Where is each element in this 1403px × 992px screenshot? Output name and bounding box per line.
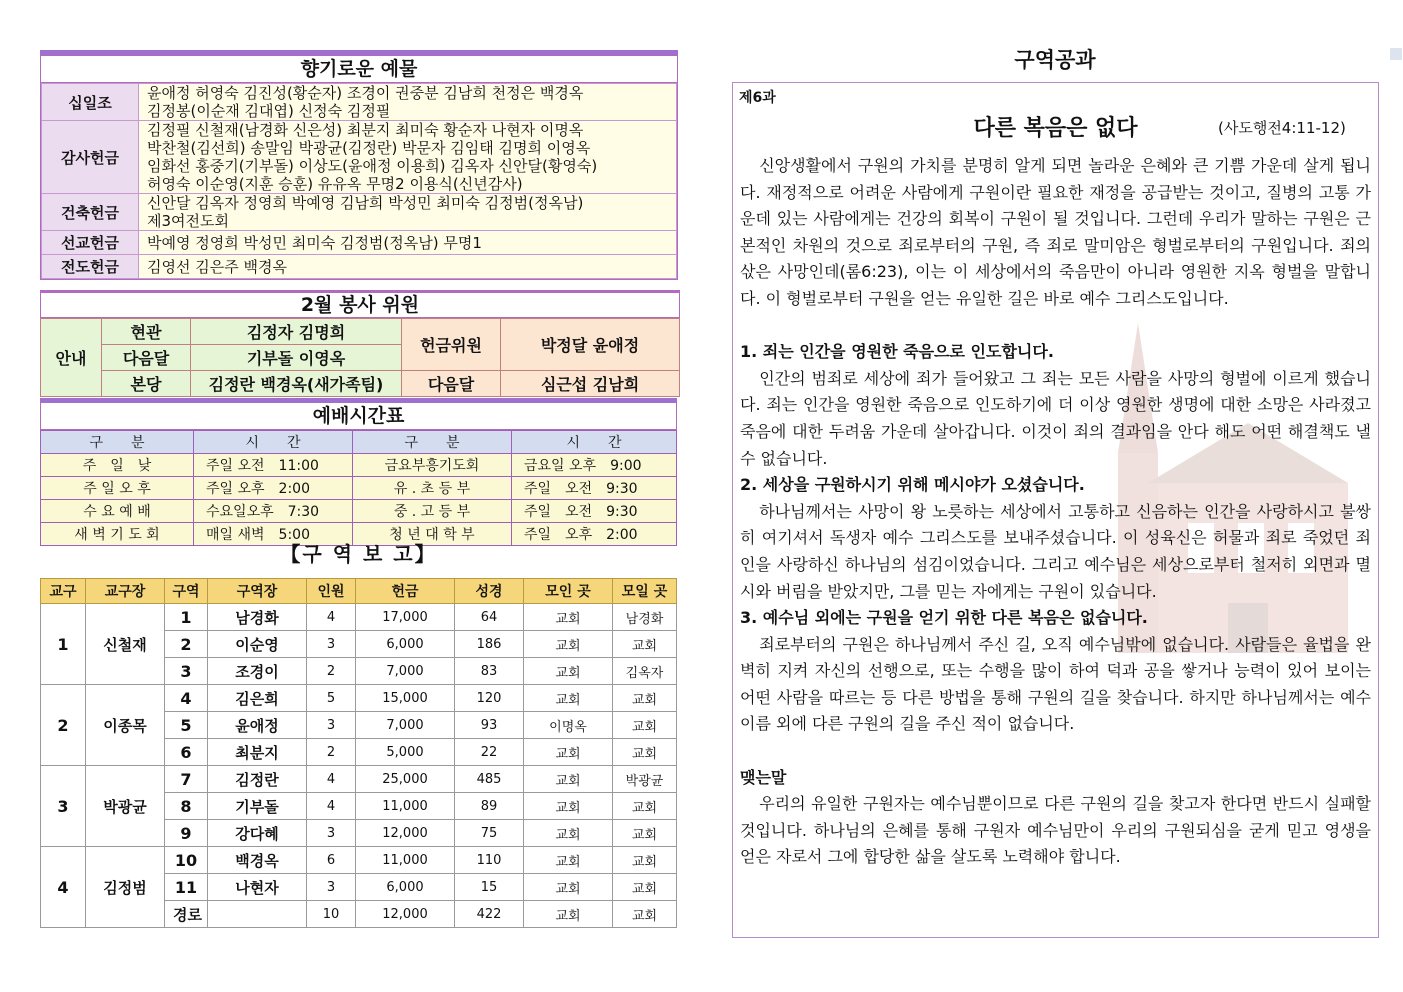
offering-line: 윤애정 허영숙 김진성(황순자) 조경이 권중분 김남희 천정은 백경옥 bbox=[147, 84, 584, 102]
lesson-subheading: 맺는말 bbox=[740, 767, 787, 787]
worship-title: 예배시간표 bbox=[40, 403, 677, 430]
worship-name: 유 . 초 등 부 bbox=[353, 477, 512, 500]
service-next-label: 다음달 bbox=[402, 371, 501, 397]
report-count: 4 bbox=[307, 793, 356, 820]
lesson-subheading: 3. 예수님 외에는 구원을 얻기 위한 다른 복음은 없습니다. bbox=[740, 608, 1148, 628]
report-bible: 83 bbox=[455, 658, 524, 685]
report-district: 5 bbox=[165, 712, 208, 739]
worship-row bbox=[41, 454, 677, 477]
report-offering: 25,000 bbox=[356, 766, 455, 793]
report-bible: 120 bbox=[455, 685, 524, 712]
service-names: 김정자 김명희 bbox=[191, 319, 402, 345]
report-extra-blank bbox=[208, 901, 307, 928]
offering-names bbox=[139, 231, 677, 255]
table-row bbox=[41, 604, 677, 631]
offering-line: 박예영 정영희 박성민 최미숙 김정범(정옥남) 무명1 bbox=[147, 233, 482, 252]
offering-row bbox=[42, 84, 677, 121]
worship-time: 주일 오전 9:30 bbox=[512, 477, 677, 500]
report-district: 7 bbox=[165, 766, 208, 793]
report-count: 4 bbox=[307, 604, 356, 631]
offering-line: 김정봉(이순재 김대엽) 신정숙 김정필 bbox=[147, 102, 391, 120]
report-count: 4 bbox=[307, 766, 356, 793]
offering-line: 허영숙 이순영(지훈 승훈) 유유옥 무명2 이용식(신년감사) bbox=[147, 175, 523, 193]
report-offering: 17,000 bbox=[356, 604, 455, 631]
report-extra-label: 경로 bbox=[165, 901, 208, 928]
report-parish: 2 bbox=[41, 685, 86, 766]
report-met-place: 교회 bbox=[524, 658, 613, 685]
report-meet-place: 남경화 bbox=[613, 604, 677, 631]
report-extra-bible: 422 bbox=[455, 901, 524, 928]
corner-decoration bbox=[1390, 48, 1402, 60]
offering-line: 제3여전도회 bbox=[147, 212, 229, 230]
report-district-leader: 이순영 bbox=[208, 631, 307, 658]
offering-row bbox=[42, 121, 677, 194]
report-district-leader: 최분지 bbox=[208, 739, 307, 766]
worship-name: 수 요 예 배 bbox=[41, 500, 194, 523]
report-district: 4 bbox=[165, 685, 208, 712]
report-bible: 485 bbox=[455, 766, 524, 793]
report-district-leader: 기부돌 bbox=[208, 793, 307, 820]
report-count: 3 bbox=[307, 874, 356, 901]
worship-name: 주 일 오 후 bbox=[41, 477, 194, 500]
report-district: 11 bbox=[165, 874, 208, 901]
lesson-paragraph: 신앙생활에서 구원의 가치를 분명히 알게 되면 놀라운 은혜와 큰 기쁨 가운데 살게 됩니다. 재정적으로 어려운 사람에게 구원이란 필요한 재정을 공급받는 것이고, 질병의 고통 가운데 있는 사람에게는 건강의 회복이 구원이 될 것입니다. 그런데 우리가 말하는 구원은 근본적인 차원의 것으로 죄로부터의 구원, 즉 죄로 말미암은 형벌로부터의 구원입니다. 죄의 삯은 사망인데(롬6:23), 이는 이 세상에서의 죽음만이 아니라 영원한 지옥 형벌을 말합니다. 이 형벌로부터 구원을 얻는 유일한 길은 바로 예수 그리스도입니다. bbox=[740, 156, 1371, 308]
offering-label: 감사헌금 bbox=[42, 121, 139, 194]
report-header: 성경 bbox=[455, 579, 524, 604]
worship-section bbox=[40, 398, 677, 546]
report-header: 인원 bbox=[307, 579, 356, 604]
report-met-place: 교회 bbox=[524, 874, 613, 901]
report-offering: 6,000 bbox=[356, 874, 455, 901]
report-district: 6 bbox=[165, 739, 208, 766]
report-bible: 64 bbox=[455, 604, 524, 631]
worship-row bbox=[41, 477, 677, 500]
report-bible: 75 bbox=[455, 820, 524, 847]
worship-time: 주일 오전 11:00 bbox=[194, 454, 353, 477]
report-bible: 93 bbox=[455, 712, 524, 739]
service-names: 김정란 백경옥(새가족팀) bbox=[191, 371, 402, 397]
report-met-place: 교회 bbox=[524, 820, 613, 847]
table-row bbox=[41, 847, 677, 874]
report-meet-place: 교회 bbox=[613, 631, 677, 658]
report-header: 교구장 bbox=[86, 579, 165, 604]
offering-line: 김영선 김은주 백경옥 bbox=[147, 257, 287, 276]
lesson-subheading: 1. 죄는 인간을 영원한 죽음으로 인도합니다. bbox=[740, 342, 1054, 362]
report-count: 2 bbox=[307, 658, 356, 685]
offering-names bbox=[139, 121, 677, 194]
worship-table bbox=[40, 430, 677, 546]
lesson-spacer bbox=[740, 313, 1371, 340]
report-meet-place: 교회 bbox=[613, 847, 677, 874]
report-offering: 7,000 bbox=[356, 712, 455, 739]
offering-row bbox=[42, 194, 677, 231]
lesson-paragraph: 죄로부터의 구원은 하나님께서 주신 길, 오직 예수님밖에 없습니다. 사람들은 율법을 완벽히 지켜 자신의 선행으로, 또는 수행을 많이 하여 덕과 공을 쌓거나 능력이 있어 보이는 어떤 사람을 따르는 등 다른 방법을 통해 구원의 길을 찾습니다. 하지만 하나님께서는 예수 이름 외에 다른 구원의 길을 주신 적이 없습니다. bbox=[740, 634, 1371, 734]
service-next-names: 심근섭 김남희 bbox=[501, 371, 680, 397]
report-bible: 110 bbox=[455, 847, 524, 874]
worship-name: 주 일 낮 bbox=[41, 454, 194, 477]
offering-label: 전도헌금 bbox=[42, 255, 139, 279]
report-district-leader: 나현자 bbox=[208, 874, 307, 901]
service-names: 기부돌 이영옥 bbox=[191, 345, 402, 371]
report-offering: 12,000 bbox=[356, 820, 455, 847]
worship-time: 주일 오후 2:00 bbox=[194, 477, 353, 500]
report-district-leader: 김은희 bbox=[208, 685, 307, 712]
report-bible: 15 bbox=[455, 874, 524, 901]
report-count: 6 bbox=[307, 847, 356, 874]
report-extra-meet: 교회 bbox=[613, 901, 677, 928]
offering-label: 건축헌금 bbox=[42, 194, 139, 231]
report-district-leader: 조경이 bbox=[208, 658, 307, 685]
report-header: 모일 곳 bbox=[613, 579, 677, 604]
report-parish-leader: 이종목 bbox=[86, 685, 165, 766]
offering-names bbox=[139, 255, 677, 279]
offering-row bbox=[42, 231, 677, 255]
report-extra-count: 10 bbox=[307, 901, 356, 928]
report-bible: 186 bbox=[455, 631, 524, 658]
study-box bbox=[732, 82, 1379, 938]
report-parish: 4 bbox=[41, 847, 86, 928]
offering-names bbox=[139, 84, 677, 121]
offering-line: 김정필 신철재(남경화 신은성) 최분지 최미숙 황순자 나현자 이명옥 bbox=[147, 121, 584, 139]
offering-row bbox=[42, 255, 677, 279]
report-meet-place: 교회 bbox=[613, 793, 677, 820]
report-meet-place: 교회 bbox=[613, 712, 677, 739]
report-district: 9 bbox=[165, 820, 208, 847]
offering-line: 임화선 홍중기(기부돌) 이상도(윤애정 이용희) 김옥자 신안달(황영숙) bbox=[147, 157, 598, 175]
report-offering: 5,000 bbox=[356, 739, 455, 766]
study-title: 구역공과 bbox=[1014, 48, 1096, 72]
report-district: 10 bbox=[165, 847, 208, 874]
report-meet-place: 교회 bbox=[613, 874, 677, 901]
report-met-place: 교회 bbox=[524, 739, 613, 766]
report-header: 구역장 bbox=[208, 579, 307, 604]
lesson-paragraph: 하나님께서는 사망이 왕 노릇하는 세상에서 고통하고 신음하는 인간을 사랑하시고 불쌍히 여기셔서 독생자 예수 그리스도를 보내주셨습니다. 이 성육신은 허물과 죄로 죽었던 죄인을 사랑하신 하나님의 섬김이었습니다. 그리고 예수님은 세상으로부터 철저히 외면과 멸시와 버림을 받았지만, 그를 믿는 자에게는 구원이 있습니다. bbox=[740, 501, 1371, 601]
lesson-body bbox=[740, 153, 1371, 871]
report-district: 1 bbox=[165, 604, 208, 631]
worship-row bbox=[41, 500, 677, 523]
report-met-place: 교회 bbox=[524, 631, 613, 658]
report-offering: 7,000 bbox=[356, 658, 455, 685]
worship-time: 주일 오전 9:30 bbox=[512, 500, 677, 523]
service-place: 현관 bbox=[102, 319, 191, 345]
report-district: 3 bbox=[165, 658, 208, 685]
offering-names bbox=[139, 194, 677, 231]
report-district: 8 bbox=[165, 793, 208, 820]
lesson-reference: (사도행전4:11-12) bbox=[1218, 119, 1346, 137]
service-place: 다음달 bbox=[102, 345, 191, 371]
table-row bbox=[41, 685, 677, 712]
report-parish: 1 bbox=[41, 604, 86, 685]
table-row bbox=[41, 766, 677, 793]
report-met-place: 교회 bbox=[524, 793, 613, 820]
report-header: 구역 bbox=[165, 579, 208, 604]
offering-label: 십일조 bbox=[42, 84, 139, 121]
report-extra-met: 교회 bbox=[524, 901, 613, 928]
report-meet-place: 교회 bbox=[613, 820, 677, 847]
service-title: 2월 봉사 위원 bbox=[40, 290, 680, 318]
lesson-paragraph: 우리의 유일한 구원자는 예수님뿐이므로 다른 구원의 길을 찾고자 한다면 반드시 실패할 것입니다. 하나님의 은혜를 통해 구원자 예수님만이 우리의 구원되심을 굳게 믿고 영생을 얻은 자로서 그에 합당한 삶을 살도록 노력해야 합니다. bbox=[740, 794, 1371, 867]
service-table bbox=[40, 318, 680, 397]
report-district-leader: 윤애정 bbox=[208, 712, 307, 739]
report-parish-leader: 박광균 bbox=[86, 766, 165, 847]
offerings-table bbox=[41, 83, 677, 279]
lesson-number: 제6과 bbox=[739, 90, 776, 106]
worship-name: 금요부흥기도회 bbox=[353, 454, 512, 477]
worship-time: 주일 오후 2:00 bbox=[512, 523, 677, 546]
report-count: 3 bbox=[307, 631, 356, 658]
report-offering: 11,000 bbox=[356, 847, 455, 874]
service-section bbox=[40, 290, 680, 397]
report-meet-place: 김옥자 bbox=[613, 658, 677, 685]
report-district-leader: 남경화 bbox=[208, 604, 307, 631]
offering-label: 선교헌금 bbox=[42, 231, 139, 255]
worship-time: 금요일 오후 9:00 bbox=[512, 454, 677, 477]
worship-name: 중 . 고 등 부 bbox=[353, 500, 512, 523]
report-offering: 11,000 bbox=[356, 793, 455, 820]
report-bible: 89 bbox=[455, 793, 524, 820]
service-place: 본당 bbox=[102, 371, 191, 397]
worship-header: 구 분 bbox=[353, 431, 512, 454]
lesson-spacer bbox=[740, 738, 1371, 765]
worship-header: 구 분 bbox=[41, 431, 194, 454]
report-count: 5 bbox=[307, 685, 356, 712]
worship-time: 수요일오후 7:30 bbox=[194, 500, 353, 523]
report-district-leader: 강다혜 bbox=[208, 820, 307, 847]
report-met-place: 교회 bbox=[524, 604, 613, 631]
report-table bbox=[40, 578, 677, 928]
report-meet-place: 교회 bbox=[613, 685, 677, 712]
report-parish: 3 bbox=[41, 766, 86, 847]
offering-line: 신안달 김옥자 정영희 박예영 김남희 박성민 최미숙 김정범(정옥남) bbox=[147, 194, 584, 212]
report-count: 3 bbox=[307, 820, 356, 847]
report-count: 3 bbox=[307, 712, 356, 739]
lesson-paragraph: 인간의 범죄로 세상에 죄가 들어왔고 그 죄는 모든 사람을 사망의 형벌에 이르게 했습니다. 죄는 인간을 영원한 죽음으로 인도하기에 더 이상 영원한 생명에 대한 소망은 사라졌고 죽음에 대한 두려움 가운데 살아갑니다. 이것이 죄의 결과임을 안다 해도 어떤 해결책도 낼 수 없습니다. bbox=[740, 368, 1371, 468]
report-parish-leader: 김정범 bbox=[86, 847, 165, 928]
offering-line: 박찬철(김선희) 송말임 박광균(김정란) 박문자 김임태 김명희 이영옥 bbox=[147, 139, 591, 157]
worship-header: 시 간 bbox=[512, 431, 677, 454]
report-met-place: 교회 bbox=[524, 847, 613, 874]
report-title: 【구 역 보 고】 bbox=[280, 542, 437, 566]
offerings-title: 향기로운 예물 bbox=[41, 56, 677, 83]
lesson-subheading: 2. 세상을 구원하시기 위해 메시야가 오셨습니다. bbox=[740, 475, 1085, 495]
lesson-heading: 다른 복음은 없다 bbox=[973, 116, 1138, 141]
worship-name: 새 벽 기 도 회 bbox=[41, 523, 194, 546]
report-offering: 6,000 bbox=[356, 631, 455, 658]
report-header: 교구 bbox=[41, 579, 86, 604]
report-offering: 15,000 bbox=[356, 685, 455, 712]
worship-time: 매일 새벽 5:00 bbox=[194, 523, 353, 546]
service-guide-label: 안내 bbox=[41, 319, 102, 397]
report-meet-place: 박광균 bbox=[613, 766, 677, 793]
report-header: 모인 곳 bbox=[524, 579, 613, 604]
service-offering-label: 헌금위원 bbox=[402, 319, 501, 371]
report-section bbox=[40, 578, 677, 928]
worship-name: 청 년 대 학 부 bbox=[353, 523, 512, 546]
worship-header: 시 간 bbox=[194, 431, 353, 454]
report-meet-place: 교회 bbox=[613, 739, 677, 766]
report-district-leader: 김정란 bbox=[208, 766, 307, 793]
report-bible: 22 bbox=[455, 739, 524, 766]
service-offering-names: 박정달 윤애정 bbox=[501, 319, 680, 371]
report-district-leader: 백경옥 bbox=[208, 847, 307, 874]
report-count: 2 bbox=[307, 739, 356, 766]
report-district: 2 bbox=[165, 631, 208, 658]
report-met-place: 이명옥 bbox=[524, 712, 613, 739]
report-met-place: 교회 bbox=[524, 685, 613, 712]
report-extra-amount: 12,000 bbox=[356, 901, 455, 928]
offerings-section bbox=[40, 50, 678, 280]
report-header: 헌금 bbox=[356, 579, 455, 604]
report-met-place: 교회 bbox=[524, 766, 613, 793]
report-parish-leader: 신철재 bbox=[86, 604, 165, 685]
